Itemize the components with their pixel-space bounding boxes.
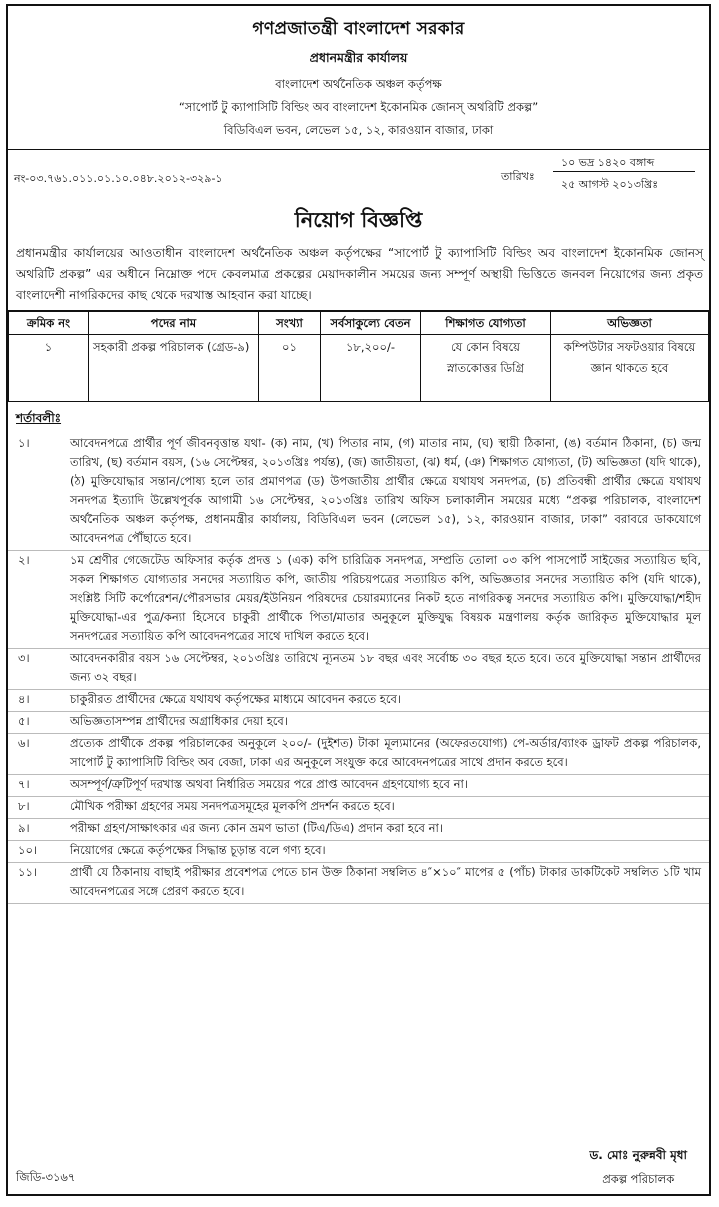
advertisement-page [6, 4, 711, 1196]
reference-row [8, 149, 709, 194]
condition-text: আবেদনকারীর বয়স ১৬ সেপ্টেম্বর, ২০১৩খ্রিঃ তারিখে ন্যূনতম ১৮ বছর এবং সর্বোচ্চ ৩০ বছর হতে হবে। তবে মুক্তিযোদ্ধা সন্তান প্রার্থীদের জন্য ৩২ বছর। [70, 651, 701, 684]
col-experience: অভিজ্ঞতা [551, 312, 709, 335]
signatory-name: ড. মোঃ নুরুন্নবী মৃধা [589, 1148, 687, 1162]
project-name: “সাপোর্ট টু ক্যাপাসিটি বিল্ডিং অব বাংলাদেশ ইকোনমিক জোনস্ অথরিটি প্রকল্প” [178, 100, 539, 114]
date-bangla: ১০ ভদ্র ১৪২০ বঙ্গাব্দ [561, 156, 655, 169]
col-education: শিক্ষাগত যোগ্যতা [421, 312, 551, 335]
date-block [501, 152, 701, 192]
condition-text: নিয়োগের ক্ষেত্রে কর্তৃপক্ষের সিদ্ধান্ত চূড়ান্ত বলে গণ্য হবে। [70, 843, 326, 857]
cell-count: ০১ [259, 335, 321, 402]
condition-number: ৯। [18, 821, 30, 835]
authority-name: বাংলাদেশ অর্থনৈতিক অঞ্চল কর্তৃপক্ষ [275, 77, 442, 91]
table-row [9, 335, 709, 402]
government-name: গণপ্রজাতন্ত্রী বাংলাদেশ সরকার [252, 19, 465, 39]
footer [8, 1150, 709, 1194]
date-divider [553, 171, 695, 172]
notice-title: নিয়োগ বিজ্ঞপ্তি [294, 208, 423, 232]
condition-text: অসম্পূর্ণ/ত্রুটিপূর্ণ দরখাস্ত অথবা নির্ধারিত সময়ের পরে প্রাপ্ত আবেদন গ্রহণযোগ্য হবে না। [70, 777, 468, 791]
condition-item [8, 690, 709, 712]
cell-education: যে কোন বিষয়ে স্নাতকোত্তর ডিগ্রি [421, 335, 551, 402]
condition-text: পরীক্ষা গ্রহণ/সাক্ষাৎকার এর জন্য কোন ভ্রমণ ভাতা (টিএ/ডিএ) প্রদান করা হবে না। [70, 821, 443, 835]
condition-item [8, 734, 709, 775]
condition-number: ৮। [18, 799, 30, 813]
condition-item [8, 819, 709, 841]
condition-text: অভিজ্ঞতাসম্পন্ন প্রার্থীদের অগ্রাধিকার দেয়া হবে। [70, 714, 288, 728]
condition-item [8, 797, 709, 819]
conditions-heading: শর্তাবলীঃ [16, 411, 62, 425]
gd-number: জিডি-৩১৬৭ [16, 1170, 76, 1184]
condition-number: ২। [18, 553, 30, 567]
posts-table [8, 311, 709, 402]
condition-number: ৬। [18, 736, 30, 750]
col-count: সংখ্যা [259, 312, 321, 335]
table-header-row [9, 312, 709, 335]
cell-serial: ১ [9, 335, 89, 402]
conditions-list [8, 434, 709, 904]
condition-number: ৫। [18, 714, 30, 728]
intro-paragraph: প্রধানমন্ত্রীর কার্যালয়ের আওতাধীন বাংলাদেশ অর্থনৈতিক অঞ্চল কর্তৃপক্ষের “সাপোর্ট টু ক্যাপাসিটি বিল্ডিং অব বাংলাদেশ ইকোনমিক জোনস্ অথরিটি প্রকল্প” এর অধীনে নিম্নোক্ত পদে কেবলমাত্র প্রকল্পের মেয়াদকালীন সময়ের জন্য সম্পূর্ণ অস্থায়ী ভিত্তিতে জনবল নিয়োগের জন্য প্রকৃত বাংলাদেশী নাগরিকদের কাছ থেকে দরখাস্ত আহবান করা যাচ্ছে। [8, 239, 709, 311]
date-english: ২৫ আগস্ট ২০১৩খ্রিঃ [561, 178, 659, 191]
condition-item [8, 434, 709, 551]
condition-text: আবেদনপত্রে প্রার্থীর পূর্ণ জীবনবৃত্তান্ত যথা- (ক) নাম, (খ) পিতার নাম, (গ) মাতার নাম, (ঘ) স্থায়ী ঠিকানা, (ঙ) বর্তমান ঠিকানা, (চ) জন্ম তারিখ, (ছ) বর্তমান বয়স, (১৬ সেপ্টেম্বর, ২০১৩খ্রিঃ পর্যন্ত), (জ) জাতীয়তা, (ঝ) ধর্ম, (ঞ) শিক্ষাগত যোগ্যতা, (ট) অভিজ্ঞতা (যদি থাকে), (ঠ) মুক্তিযোদ্ধার সন্তান/পোষ্য হলে তার প্রমাণপত্র (ড) উপজাতীয় প্রার্থীর ক্ষেত্রে যথাযথ সনদপত্র, (চ) প্রতিবন্ধী প্রার্থীর ক্ষেত্রে যথাযথ সনদপত্র ইত্যাদি উল্লেখপূর্বক আগামী ১৬ সেপ্টেম্বর, ২০১৩খ্রিঃ তারিখ অফিস চলাকালীন সময়ের মধ্যে “প্রকল্প পরিচালক, বাংলাদেশ অর্থনৈতিক অঞ্চল কর্তৃপক্ষ, প্রধানমন্ত্রীর কার্যালয়, বিডিবিএল ভবন (লেভেল ১৫), ১২, কারওয়ান বাজার, ঢাকা” বরাবরে ডাকযোগে আবেদনপত্র পৌঁছাতে হবে। [70, 436, 701, 545]
condition-number: ৩। [18, 651, 30, 665]
cell-post: সহকারী প্রকল্প পরিচালক (গ্রেড-৯) [89, 335, 259, 402]
col-serial: ক্রমিক নং [9, 312, 89, 335]
cell-experience: কম্পিউটার সফটওয়ার বিষয়ে জ্ঞান থাকতে হবে [551, 335, 709, 402]
office-address: বিডিবিএল ভবন, লেভেল ১৫, ১২, কারওয়ান বাজার, ঢাকা [223, 123, 494, 137]
condition-number: ৪। [18, 692, 30, 706]
office-name: প্রধানমন্ত্রীর কার্যালয় [309, 50, 408, 65]
memo-number: নং-০৩.৭৬১.০১১.০১.১০.০৪৮.২০১২-৩২৯-১ [14, 172, 223, 185]
signature-block [589, 1147, 687, 1190]
condition-item [8, 551, 709, 649]
signatory-title: প্রকল্প পরিচালক [602, 1172, 675, 1186]
condition-number: ১। [18, 436, 30, 450]
letterhead [8, 16, 709, 141]
condition-number: ৭। [18, 777, 30, 791]
condition-item [8, 712, 709, 734]
condition-text: মৌখিক পরীক্ষা গ্রহণের সময় সনদপত্রসমূহের মূলকপি প্রদর্শন করতে হবে। [70, 799, 395, 813]
condition-item [8, 841, 709, 863]
condition-item [8, 649, 709, 690]
condition-text: প্রত্যেক প্রার্থীকে প্রকল্প পরিচালকের অনুকূলে ২০০/- (দুইশত) টাকা মূল্যমানের (অফেরতযোগ্য) পে-অর্ডার/ব্যাংক ড্রাফট প্রকল্প পরিচালক, সাপোর্ট টু ক্যাপাসিটি বিল্ডিং অব বেজা, ঢাকা এর অনুকূলে সংযুক্ত করে আবেদনপত্রের সাথে প্রদান করতে হবে। [70, 736, 701, 769]
col-post: পদের নাম [89, 312, 259, 335]
condition-number: ১১। [18, 865, 38, 879]
condition-item [8, 863, 709, 904]
col-salary: সর্বসাকুল্যে বেতন [321, 312, 421, 335]
condition-item [8, 775, 709, 797]
condition-text: চাকুরীরত প্রার্থীদের ক্ষেত্রে যথাযথ কর্তৃপক্ষের মাধ্যমে আবেদন করতে হবে। [70, 692, 401, 706]
date-label: তারিখঃ [501, 170, 535, 183]
condition-text: প্রার্থী যে ঠিকানায় বাছাই পরীক্ষার প্রবেশপত্র পেতে চান উক্ত ঠিকানা সম্বলিত ৪″×১০″ মাপের ৫ (পাঁচ) টাকার ডাকটিকেট সম্বলিত ১টি খাম আবেদনপত্রের সঙ্গে প্রেরণ করতে হবে। [70, 865, 701, 898]
cell-salary: ১৮,২০০/- [321, 335, 421, 402]
condition-number: ১০। [18, 843, 38, 857]
condition-text: ১ম শ্রেণীর গেজেটেড অফিসার কর্তৃক প্রদত্ত ১ (এক) কপি চারিত্রিক সনদপত্র, সম্প্রতি তোলা ০৩ কপি পাসপোর্ট সাইজের সত্যায়িত ছবি, সকল শিক্ষাগত যোগ্যতার সনদের সত্যায়িত কপি, জাতীয় পরিচয়পত্রের সত্যায়িত কপি, অভিজ্ঞতার সনদের সত্যায়িত কপি (যদি থাকে), সংশ্লিষ্ট সিটি কর্পোরেশন/পৌরসভার মেয়র/ইউনিয়ন পরিষদের চেয়ারম্যানের নিকট হতে নাগরিকত্ব সনদের সত্যায়িত কপি। মুক্তিযোদ্ধা/শহীদ মুক্তিযোদ্ধা-এর পুত্র/কন্যা হিসেবে চাকুরী প্রার্থীকে পিতা/মাতার অনুকূলে মুক্তিযুদ্ধ বিষয়ক মন্ত্রণালয় কর্তৃক জারিকৃত মুক্তিযোদ্ধার মূল সনদপত্রের সত্যায়িত কপি আবেদনপত্রের সাথে দাখিল করতে হবে। [70, 553, 701, 643]
